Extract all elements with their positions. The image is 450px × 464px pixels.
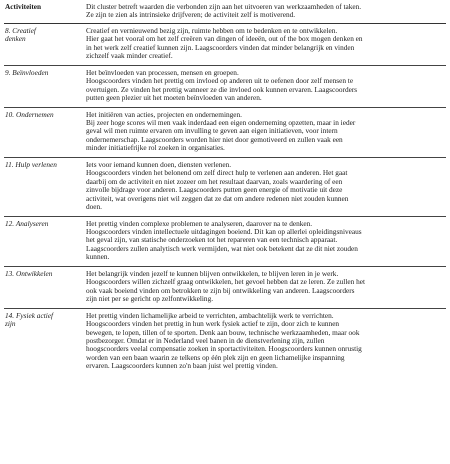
row-definition — [86, 308, 446, 375]
row-definition-line: ook vaak boeiend vinden om betrokken te zijn bij ontwikkeling van anderen. Laagscoorders — [86, 285, 355, 295]
row-definition-line: Het prettig vinden lichamelijke arbeid te verrichten, ambachtelijk werk te verrichten. — [86, 310, 334, 320]
row-definition-line: in het werk zelf creatief kunnen zijn. Laagscoorders vinden dat minder belangrijk en vinden — [86, 42, 355, 52]
row-definition-line: Iets voor iemand kunnen doen, diensten verlenen. — [86, 159, 232, 169]
row-definition-line: daarbij om de activiteit en niet zozeer om het resultaat daarvan, zoals waardering of een — [86, 176, 343, 186]
row-term — [4, 308, 86, 375]
row-definition-line: Het belangrijk vinden jezelf te kunnen blijven ontwikkelen, te blijven leren in je werk. — [86, 268, 339, 278]
header-definition — [86, 3, 446, 23]
row-term-line: 8. Creatief — [5, 25, 36, 35]
row-definition-line: Het initiëren van acties, projecten en ondernemingen. — [86, 109, 243, 119]
table-row — [4, 266, 446, 308]
row-definition-line: Het beïnvloeden van processen, mensen en groepen. — [86, 67, 239, 77]
row-definition-line: bewegen, te lopen, tillen of te sporten. Denk aan bouw, technische werkzaamheden, maar ook — [86, 327, 360, 337]
row-term-line: 12. Analyseren — [5, 218, 49, 228]
row-definition-line: Hoogscoorders vinden intellectuele uitdagingen boeiend. Dit kan op allerlei opleidingsniveaus — [86, 226, 362, 236]
row-definition-line: ervaren. Laagscoorders kunnen zo'n baan juist wel prettig vinden. — [86, 361, 278, 371]
row-definition-line: activiteit, wat overigens niet wil zeggen dat ze dat om andere redenen niet zouden kunnen — [86, 193, 349, 203]
row-term-line: 9. Beïnvloeden — [5, 67, 49, 77]
row-definition — [86, 157, 446, 216]
row-term-line: 13. Ontwikkelen — [5, 268, 53, 278]
row-definition-line: Hoogscoorders vinden het belonend om zelf direct hulp te verlenen aan anderen. Het gaat — [86, 168, 348, 178]
row-definition-line: doen. — [86, 202, 103, 212]
row-definition-line: Het prettig vinden complexe problemen te analyseren, daarover na te denken. — [86, 218, 313, 228]
row-term-line: 10. Ondernemen — [5, 109, 54, 119]
row-definition — [86, 65, 446, 107]
row-definition-line: Bij zeer hoge scores wil men vaak inderdaad een eigen onderneming opzetten, maar in ieder — [86, 117, 356, 127]
row-definition-line: zijn niet per se gericht op zelfontwikkeling. — [86, 294, 214, 304]
row-definition-line: worden van een baan waarin ze telkens op één plek zijn en geen lichamelijke inspanning — [86, 352, 345, 362]
row-definition — [86, 216, 446, 266]
row-definition-line: postbezorger. Omdat er in Nederland veel banen in de dienstverlening zijn, zullen — [86, 335, 325, 345]
row-definition — [86, 107, 446, 157]
row-term-line: 14. Fysiek actief — [5, 310, 54, 320]
header-term: Activiteiten — [4, 3, 86, 23]
row-definition-line: Hoogscoorders vinden het prettig om invloed op anderen uit te oefenen door zelf mensen te — [86, 76, 354, 86]
table-row — [4, 23, 446, 65]
row-definition-line: Laagscoorders zullen analytisch werk vermijden, wat niet ook betekent dat ze dit niet zouden — [86, 243, 358, 253]
header-definition-line: Dit cluster betreft waarden die verbonden zijn aan het uitvoeren van werkzaamheden of taken. — [86, 2, 362, 11]
row-term-line: denken — [5, 34, 26, 44]
values-table — [4, 3, 446, 375]
row-definition — [86, 23, 446, 65]
row-definition-line: hoogscoorders veelal compensatie zoeken in sportactiviteiten. Hoogscoorders kunnen onrustig — [86, 344, 362, 354]
table-header-row — [4, 3, 446, 23]
row-term — [4, 266, 86, 308]
row-definition-line: ondernemerschap. Laagscoorders worden hier niet door gemotiveerd en zullen vaak een — [86, 134, 343, 144]
values-table-body — [4, 3, 446, 375]
row-definition-line: Hier gaat het vooral om het zelf creëren van dingen of ideeën, out of the box mogen denken en — [86, 34, 363, 44]
row-term — [4, 65, 86, 107]
table-row — [4, 216, 446, 266]
row-definition-line: overtuigen. Ze vinden het prettig wanneer ze die invloed ook kunnen ervaren. Laagscoorders — [86, 84, 358, 94]
table-row — [4, 65, 446, 107]
row-definition-line: Creatief en vernieuwend bezig zijn, ruimte hebben om te bedenken en te ontwikkelen. — [86, 25, 338, 35]
row-definition-line: Hoogscoorders willen zichzelf graag ontwikkelen, het gevoel hebben dat ze leren. Ze zullen het — [86, 277, 365, 287]
row-definition-line: zichzelf vaak minder creatief. — [86, 51, 173, 61]
table-row — [4, 107, 446, 157]
header-definition-line: Ze zijn te zien als intrinsieke drijfveren; de activiteit zelf is motiverend. — [86, 10, 296, 20]
row-definition-line: minder initiatiefrijke rol zoeken in organisaties. — [86, 143, 225, 153]
row-term-line: 11. Hulp verlenen — [5, 159, 57, 169]
row-term — [4, 23, 86, 65]
row-definition-line: Hoogscoorders vinden het prettig in hun werk fysiek actief te zijn, door zich te kunnen — [86, 319, 340, 329]
row-definition-line: putten geen plezier uit het moeten beïnvloeden van anderen. — [86, 93, 262, 103]
table-row — [4, 308, 446, 375]
row-term — [4, 216, 86, 266]
row-term — [4, 157, 86, 216]
row-definition — [86, 266, 446, 308]
table-row — [4, 157, 446, 216]
row-term-line: zijn — [5, 319, 16, 329]
row-term — [4, 107, 86, 157]
row-definition-line: geval wil men ruimte ervaren om invulling te geven aan eigen initiatieven, voor intern — [86, 126, 338, 136]
row-definition-line: zinvolle bijdrage voor anderen. Laagscoorders putten geen energie of motivatie uit deze — [86, 185, 343, 195]
row-definition-line: het geval zijn, van statische onderzoeken tot het repareren van een technisch apparaat. — [86, 235, 338, 245]
row-definition-line: kunnen. — [86, 252, 110, 262]
